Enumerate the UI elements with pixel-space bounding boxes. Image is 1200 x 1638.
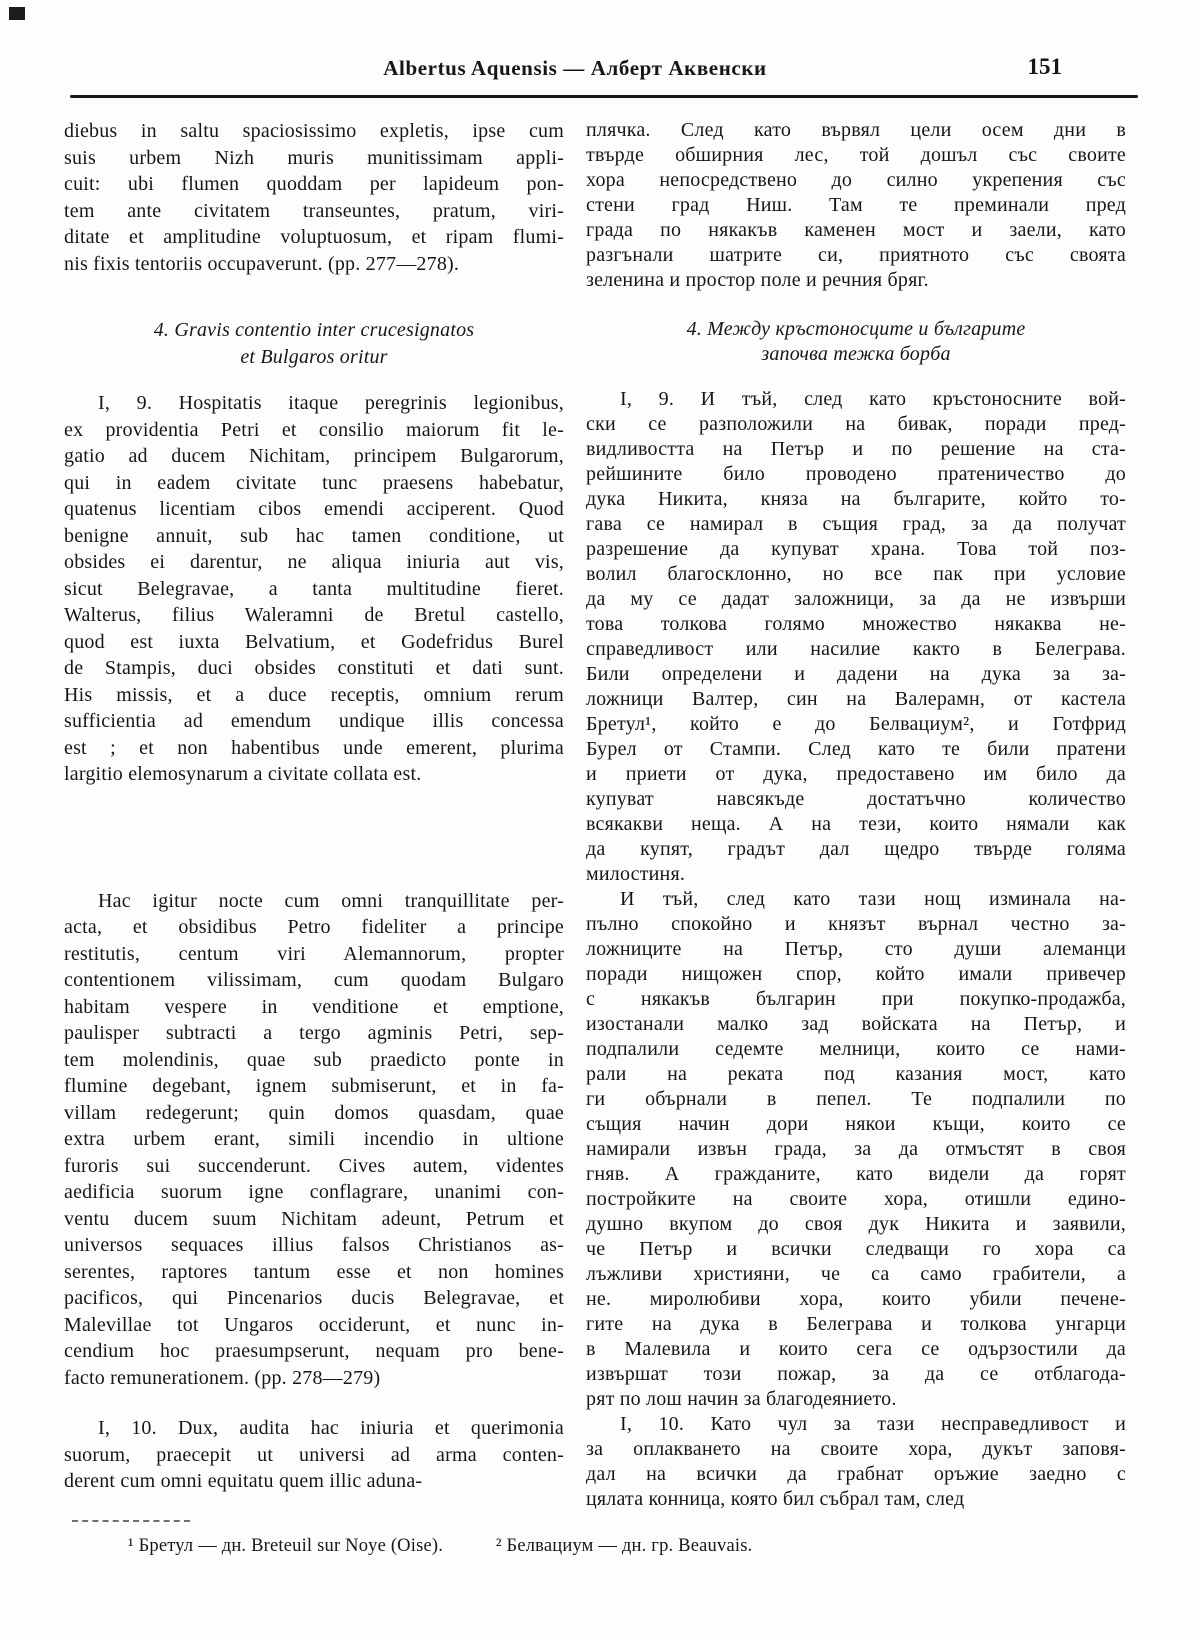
text-line: града по някакъв каменен мост и заели, като — [586, 219, 1126, 241]
text-line: universos sequaces illius falsos Christianos as- — [64, 1234, 564, 1256]
text-line: Hac igitur nocte cum omni tranquillitate per- — [98, 889, 564, 912]
text-line: започва тежка борба — [761, 343, 951, 365]
text-line: лъжливи християни, че са само грабители, а — [586, 1263, 1126, 1285]
text-line: pacificos, qui Pincenarios ducis Belegravae, et — [64, 1287, 564, 1309]
text-line: I, 10. Dux, audita hac iniuria et querimonia — [98, 1417, 564, 1439]
text-line: restitutis, centum viri Alemannorum, propter — [64, 942, 564, 965]
text-line: aedificia suorum igne conflagrare, unanimi con- — [64, 1181, 564, 1203]
text-line: изостанали малко зад войската на Петър, и — [586, 1013, 1126, 1035]
text-line: зеленина и простор поле и речния бряг. — [586, 269, 929, 291]
text-line: Били определени и дадени на дука за за- — [586, 663, 1126, 685]
text-line: 4. Gravis contentio inter crucesignatos — [153, 319, 475, 341]
footnote-1: ¹ Бретул — дн. Breteuil sur Noye (Oise). — [128, 1536, 444, 1556]
text-line: et Bulgaros oritur — [240, 345, 388, 368]
text-line: sicut Belegravae, a tanta multitudine fieret. — [64, 577, 564, 600]
column-whitespace-spacer — [64, 1391, 564, 1415]
text-line: ex providentia Petri et consilio maiorum fit le- — [64, 418, 564, 441]
text-line: villam redegerunt; quin domos quasdam, quae — [64, 1101, 564, 1124]
text-line: намирали извън града, за да отмъстят в своя — [586, 1138, 1126, 1160]
text-line: Бурел от Стампи. След като те били пратени — [586, 738, 1126, 760]
text-line: дука Никита, княза на българите, който то- — [586, 488, 1126, 510]
text-line: derent cum omni equitatu quem illic aduna- — [64, 1470, 423, 1492]
text-line: diebus in saltu spaciosissimo expletis, ipse cum — [64, 120, 564, 142]
text-line: paulisper subtracti a tergo agminis Petri, sep- — [64, 1022, 564, 1044]
text-line: suorum, praecepit ut universi ad arma conten- — [64, 1443, 564, 1466]
text-line: 4. Между кръстоносците и българите — [686, 318, 1026, 340]
text-line: милостиня. — [586, 863, 686, 885]
text-line: подпалили седемте мелници, които се нами- — [586, 1038, 1126, 1060]
paragraph-latin-i10 — [64, 1415, 564, 1495]
text-line: разрешение да купуват храна. Това той поз- — [586, 538, 1126, 560]
paragraph-bulgarian-intro — [586, 118, 1126, 293]
text-line: benigne annuit, sub hac tamen conditione, ut — [64, 524, 564, 547]
text-line: acta, et obsidibus Petro fideliter a principe — [64, 916, 564, 938]
text-line: est ; et non habentibus unde emerent, plurima — [64, 736, 564, 759]
text-line: de Stampis, duci obsides constituti et dati sunt. — [64, 657, 564, 679]
text-line: поради нищожен спор, който имали привечер — [586, 963, 1126, 985]
text-columns — [64, 118, 1126, 1512]
paragraph-bulgarian-i9 — [586, 387, 1126, 887]
text-line: serentes, raptores tantum esse et non homines — [64, 1260, 564, 1283]
text-line: с някакъв българин при покупко-продажба, — [586, 988, 1126, 1010]
text-line: рали на реката под казания мост, като — [586, 1063, 1126, 1085]
section-heading-latin — [64, 317, 564, 370]
text-line: да купят, градът дал щедро твърде голяма — [586, 838, 1126, 860]
text-line: гняв. А гражданите, като видели да горят — [586, 1163, 1126, 1185]
text-line: да му се дадат заложници, за да не извърши — [586, 588, 1126, 610]
text-line: habitam vespere in venditione et emptione, — [64, 995, 564, 1018]
text-line: tem molendinis, quae sub praedicto ponte in — [64, 1048, 564, 1071]
text-line: Walterus, filius Waleramni de Bretul castello, — [64, 604, 564, 626]
text-line: гите на дука в Белеграва и толкова унгарци — [586, 1313, 1126, 1335]
text-line: Бретул¹, който е до Белвациум², и Готфрид — [586, 713, 1126, 735]
footnotes — [128, 1536, 752, 1557]
text-line: I, 9. Hospitatis itaque peregrinis legionibus, — [98, 392, 564, 414]
header-title: Albertus Aquensis — Алберт Аквенски — [383, 56, 767, 80]
right-column-bulgarian — [586, 118, 1126, 1512]
text-line: ditate et amplitudine voluptuosum, et ripam flumi- — [64, 226, 564, 248]
footnote-2: ² Белвациум — дн. гр. Beauvais. — [495, 1536, 753, 1556]
text-line: quod est iuxta Belvatium, et Godefridus Burel — [64, 630, 564, 653]
text-line: видливостта на Петър и по решение на ста- — [586, 438, 1126, 460]
text-line: дал на всички да грабнат оръжие заедно с — [586, 1463, 1126, 1485]
text-line: flumine degebant, ignem submiserunt, et in fa- — [64, 1075, 564, 1097]
text-line: ложници Валтер, син на Валерамн, от кастела — [586, 688, 1126, 710]
text-line: ventu ducem suum Nichitam adeunt, Petrum et — [64, 1207, 564, 1230]
paragraph-latin-hac-igitur — [64, 888, 564, 1392]
text-line: рейшините било проводено пратеничество до — [586, 463, 1126, 485]
text-line: извършат този пожар, за да се отблагода- — [586, 1363, 1126, 1385]
text-line: ги обърнали в пепел. Те подпалили по — [586, 1088, 1126, 1110]
text-line: Malevillae tot Ungaros occiderunt, et nunc in- — [64, 1313, 564, 1336]
text-line: постройките на своите хора, отишли едино- — [586, 1188, 1126, 1210]
text-line: разгънали шатрите си, приятното със своята — [586, 244, 1126, 266]
text-line: цялата конница, която бил събрал там, след — [586, 1488, 965, 1510]
text-line: sufficientia ad emendum undique illis concessa — [64, 710, 564, 732]
section-heading-bulgarian — [586, 317, 1126, 367]
text-line: extra urbem erant, simili incendio in ultione — [64, 1128, 564, 1150]
scan-artifact-mark — [9, 7, 25, 20]
text-line: largitio elemosynarum a civitate collata est. — [64, 763, 422, 785]
column-whitespace-spacer — [64, 788, 564, 888]
text-line: suis urbem Nizh muris munitissimam appli- — [64, 146, 564, 169]
text-line: хора непосредствено до силно укрепения със — [586, 169, 1126, 191]
text-line: I, 9. И тъй, след като кръстоносните вой- — [620, 388, 1126, 410]
text-line: плячка. След като вървял цели осем дни в — [586, 119, 1126, 141]
text-line: гава се намирал в същия град, за да получат — [586, 513, 1126, 535]
text-line: nis fixis tentoriis occupaverunt. (pp. 277—278). — [64, 252, 460, 275]
text-line: справедливост или насилие както в Белеграва. — [586, 638, 1126, 660]
text-line: I, 10. Като чул за тази несправедливост и — [620, 1413, 1126, 1435]
text-line: furoris sui succenderunt. Cives autem, videntes — [64, 1154, 564, 1177]
text-line: ски се разположили на бивак, поради пред- — [586, 413, 1126, 435]
text-line: това толкова голямо множество някаква не- — [586, 613, 1126, 635]
left-column-latin — [64, 118, 564, 1512]
footnote-separator — [72, 1520, 190, 1522]
text-line: душно вкупом до своя дук Никита и заявили, — [586, 1213, 1126, 1235]
text-line: рят по лош начин за благодеянието. — [586, 1388, 897, 1410]
text-line: че Петър и всички следващи го хора са — [586, 1238, 1126, 1260]
text-line: facto remunerationem. (pp. 278—279) — [64, 1366, 381, 1389]
text-line: твърде обширния лес, той дошъл със своите — [586, 144, 1126, 166]
text-line: qui in eadem civitate tunc praesens habebatur, — [64, 471, 564, 494]
paragraph-bulgarian-i-tay — [586, 887, 1126, 1412]
text-line: И тъй, след като тази нощ изминала на- — [620, 888, 1126, 910]
text-line: същия начин дори някои къщи, които се — [586, 1113, 1126, 1135]
paragraph-latin-intro — [64, 118, 564, 277]
page-number: 151 — [1027, 54, 1062, 79]
paragraph-latin-i9 — [64, 390, 564, 788]
text-line: стени град Ниш. Там те преминали пред — [586, 194, 1126, 216]
text-line: cendium hoc praesumpserunt, nequam pro bene- — [64, 1340, 564, 1362]
text-line: волил благосклонно, но все пак при условие — [586, 563, 1126, 585]
text-line: contentionem vilissimam, cum quodam Bulgaro — [64, 969, 564, 991]
text-line: купуват навсякъде достатъчно количество — [586, 788, 1126, 810]
text-line: obsides ei darentur, ne aliqua iniuria aut vis, — [64, 551, 564, 573]
text-line: cuit: ubi flumen quoddam per lapideum pon- — [64, 173, 564, 195]
text-line: gatio ad ducem Nichitam, principem Bulgarorum, — [64, 445, 564, 467]
text-line: quatenus licentiam cibos emendi acciperent. Quod — [64, 498, 564, 520]
text-line: пълно спокойно и князът върнал честно за- — [586, 913, 1126, 935]
text-line: His missis, et a duce receptis, omnium rerum — [64, 683, 564, 706]
text-line: и приети от дука, предоставено им било да — [586, 763, 1126, 785]
header-rule — [70, 95, 1138, 98]
text-line: за оплакването на своите хора, дукът заповя- — [586, 1438, 1126, 1460]
text-line: не. миролюбиви хора, които убили печене- — [586, 1288, 1126, 1310]
text-line: ложниците на Петър, сто души алеманци — [586, 938, 1126, 960]
text-line: всякакви неща. А на тези, които нямали как — [586, 813, 1126, 835]
text-line: tem ante civitatem transeuntes, pratum, viri- — [64, 199, 564, 222]
paragraph-bulgarian-i10 — [586, 1412, 1126, 1512]
text-line: в Малевила и които сега се одързостили да — [586, 1338, 1126, 1360]
